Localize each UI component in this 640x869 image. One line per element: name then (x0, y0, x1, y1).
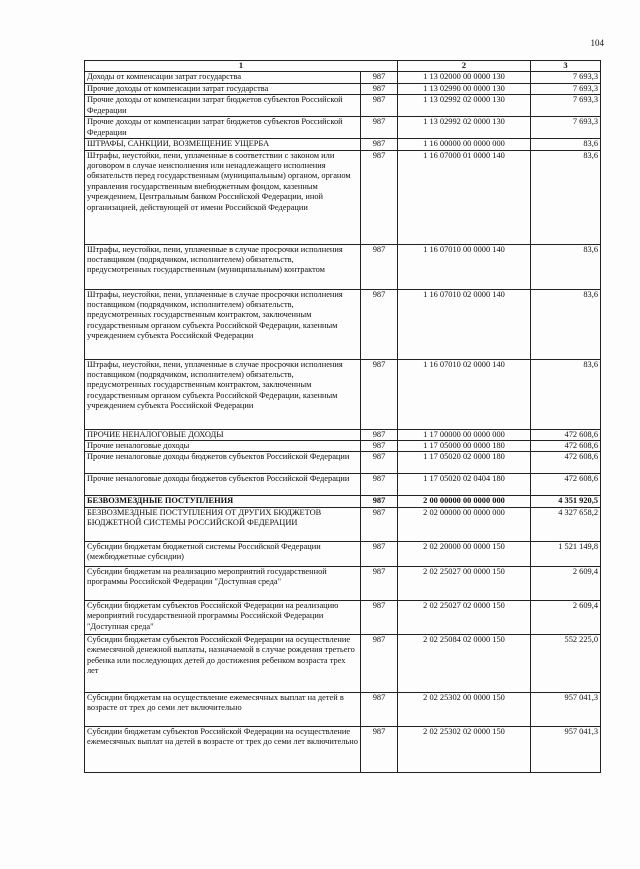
row-admin-code: 987 (361, 566, 398, 600)
column-header-2: 2 (398, 61, 531, 72)
row-name: Прочие неналоговые доходы бюджетов субъектов Российской Федерации (85, 474, 361, 496)
table-row (85, 95, 601, 117)
table-row (85, 600, 601, 634)
row-amount: 7 693,3 (531, 95, 601, 117)
row-admin-code: 987 (361, 441, 398, 452)
table-row (85, 429, 601, 440)
column-header-1: 1 (85, 61, 398, 72)
table-row (85, 566, 601, 600)
row-classification-code: 1 16 00000 00 0000 000 (398, 139, 531, 150)
row-admin-code: 987 (361, 139, 398, 150)
row-admin-code: 987 (361, 692, 398, 726)
row-amount: 472 608,6 (531, 429, 601, 440)
row-amount: 1 521 149,8 (531, 541, 601, 566)
row-name: Доходы от компенсации затрат государства (85, 72, 361, 83)
table-row (85, 726, 601, 772)
row-classification-code: 1 16 07000 01 0000 140 (398, 150, 531, 244)
row-name: БЕЗВОЗМЕЗДНЫЕ ПОСТУПЛЕНИЯ (85, 496, 361, 507)
row-classification-code: 1 16 07010 02 0000 140 (398, 289, 531, 359)
row-name: Штрафы, неустойки, пени, уплаченные в случае просрочки исполнения поставщиком (подрядчиком, исполнителем) обязательств, предусмотренных государственным (муниципальным) контрактом (85, 244, 361, 289)
row-admin-code: 987 (361, 83, 398, 94)
table-row (85, 72, 601, 83)
row-amount: 2 609,4 (531, 566, 601, 600)
row-amount: 552 225,0 (531, 634, 601, 692)
row-amount: 7 693,3 (531, 117, 601, 139)
table-row (85, 452, 601, 474)
row-amount: 7 693,3 (531, 83, 601, 94)
row-amount: 4 327 658,2 (531, 507, 601, 541)
row-classification-code: 1 13 02992 02 0000 130 (398, 95, 531, 117)
table-header-row (85, 61, 601, 72)
row-admin-code: 987 (361, 541, 398, 566)
revenue-table (84, 60, 601, 773)
row-amount: 83,6 (531, 139, 601, 150)
row-amount: 7 693,3 (531, 72, 601, 83)
row-name: БЕЗВОЗМЕЗДНЫЕ ПОСТУПЛЕНИЯ ОТ ДРУГИХ БЮДЖЕТОВ БЮДЖЕТНОЙ СИСТЕМЫ РОССИЙСКОЙ ФЕДЕРАЦИИ (85, 507, 361, 541)
row-amount: 83,6 (531, 150, 601, 244)
row-classification-code: 2 02 25302 00 0000 150 (398, 692, 531, 726)
row-admin-code: 987 (361, 429, 398, 440)
row-classification-code: 1 13 02992 02 0000 130 (398, 117, 531, 139)
table-row (85, 496, 601, 507)
row-classification-code: 2 02 00000 00 0000 000 (398, 507, 531, 541)
row-amount: 957 041,3 (531, 692, 601, 726)
row-name: Субсидии бюджетам на осуществление ежемесячных выплат на детей в возрасте от трех до семи лет включительно (85, 692, 361, 726)
table-row (85, 117, 601, 139)
row-admin-code: 987 (361, 359, 398, 429)
row-name: Штрафы, неустойки, пени, уплаченные в случае просрочки исполнения поставщиком (подрядчиком, исполнителем) обязательств, предусмотренных государственным контрактом, заключенным государственным органом субъекта Российской Федерации, казенным учреждением субъекта Российской Федерации (85, 359, 361, 429)
row-name: Прочие доходы от компенсации затрат бюджетов субъектов Российской Федерации (85, 95, 361, 117)
row-admin-code: 987 (361, 244, 398, 289)
row-amount: 83,6 (531, 244, 601, 289)
table-row (85, 289, 601, 359)
row-admin-code: 987 (361, 117, 398, 139)
row-classification-code: 1 17 05000 00 0000 180 (398, 441, 531, 452)
row-classification-code: 2 02 25027 00 0000 150 (398, 566, 531, 600)
row-name: Субсидии бюджетам субъектов Российской Федерации на реализацию мероприятий государственной программы Российской Федерации "Доступная среда" (85, 600, 361, 634)
row-name: Штрафы, неустойки, пени, уплаченные в соответствии с законом или договором в случае неисполнения или ненадлежащего исполнения обязательств перед государственным (муниципальным) органом, органом управления государственным внебюджетным фондом, казенным учреждением, Центральным банком Российской Федерации, иной организацией, действующей от имени Российской Федерации (85, 150, 361, 244)
table-row (85, 634, 601, 692)
row-admin-code: 987 (361, 726, 398, 772)
row-classification-code: 1 17 05020 02 0404 180 (398, 474, 531, 496)
row-name: Субсидии бюджетам субъектов Российской Федерации на осуществление ежемесячных выплат на детей в возрасте от трех до семи лет включительно (85, 726, 361, 772)
row-classification-code: 1 16 07010 02 0000 140 (398, 359, 531, 429)
row-amount: 957 041,3 (531, 726, 601, 772)
row-admin-code: 987 (361, 95, 398, 117)
row-amount: 472 608,6 (531, 452, 601, 474)
table-row (85, 359, 601, 429)
row-classification-code: 2 02 25027 02 0000 150 (398, 600, 531, 634)
row-admin-code: 987 (361, 452, 398, 474)
row-admin-code: 987 (361, 496, 398, 507)
row-admin-code: 987 (361, 150, 398, 244)
row-amount: 472 608,6 (531, 441, 601, 452)
row-classification-code: 1 16 07010 00 0000 140 (398, 244, 531, 289)
column-header-3: 3 (531, 61, 601, 72)
table-row (85, 139, 601, 150)
row-classification-code: 2 02 20000 00 0000 150 (398, 541, 531, 566)
row-amount: 4 351 920,5 (531, 496, 601, 507)
row-admin-code: 987 (361, 634, 398, 692)
table-row (85, 441, 601, 452)
row-name: Штрафы, неустойки, пени, уплаченные в случае просрочки исполнения поставщиком (подрядчиком, исполнителем) обязательств, предусмотренных государственным контрактом, заключенным государственным органом субъекта Российской Федерации, казенным учреждением субъекта Российской Федерации (85, 289, 361, 359)
row-name: Субсидии бюджетам на реализацию мероприятий государственной программы Российской Федерации "Доступная среда" (85, 566, 361, 600)
row-classification-code: 1 13 02990 00 0000 130 (398, 83, 531, 94)
page-number: 104 (590, 38, 604, 48)
row-amount: 83,6 (531, 359, 601, 429)
table-row (85, 692, 601, 726)
row-admin-code: 987 (361, 507, 398, 541)
row-classification-code: 2 00 00000 00 0000 000 (398, 496, 531, 507)
row-classification-code: 1 17 05020 02 0000 180 (398, 452, 531, 474)
row-classification-code: 2 02 25302 02 0000 150 (398, 726, 531, 772)
row-classification-code: 1 13 02000 00 0000 130 (398, 72, 531, 83)
table-body (85, 72, 601, 772)
row-classification-code: 1 17 00000 00 0000 000 (398, 429, 531, 440)
row-name: Прочие доходы от компенсации затрат государства (85, 83, 361, 94)
table-row (85, 244, 601, 289)
row-name: Прочие неналоговые доходы бюджетов субъектов Российской Федерации (85, 452, 361, 474)
row-amount: 2 609,4 (531, 600, 601, 634)
row-name: Прочие неналоговые доходы (85, 441, 361, 452)
row-name: Субсидии бюджетам бюджетной системы Российской Федерации (межбюджетные субсидии) (85, 541, 361, 566)
row-name: Субсидии бюджетам субъектов Российской Федерации на осуществление ежемесячной денежной выплаты, назначаемой в случае рождения третьего ребенка или последующих детей до достижения ребенком возраста трех лет (85, 634, 361, 692)
row-name: ШТРАФЫ, САНКЦИИ, ВОЗМЕЩЕНИЕ УЩЕРБА (85, 139, 361, 150)
table-row (85, 507, 601, 541)
table-row (85, 541, 601, 566)
row-admin-code: 987 (361, 474, 398, 496)
row-admin-code: 987 (361, 72, 398, 83)
row-admin-code: 987 (361, 600, 398, 634)
row-name: ПРОЧИЕ НЕНАЛОГОВЫЕ ДОХОДЫ (85, 429, 361, 440)
row-amount: 83,6 (531, 289, 601, 359)
row-name: Прочие доходы от компенсации затрат бюджетов субъектов Российской Федерации (85, 117, 361, 139)
row-admin-code: 987 (361, 289, 398, 359)
table-row (85, 474, 601, 496)
table-row (85, 83, 601, 94)
table-row (85, 150, 601, 244)
row-classification-code: 2 02 25084 02 0000 150 (398, 634, 531, 692)
row-amount: 472 608,6 (531, 474, 601, 496)
